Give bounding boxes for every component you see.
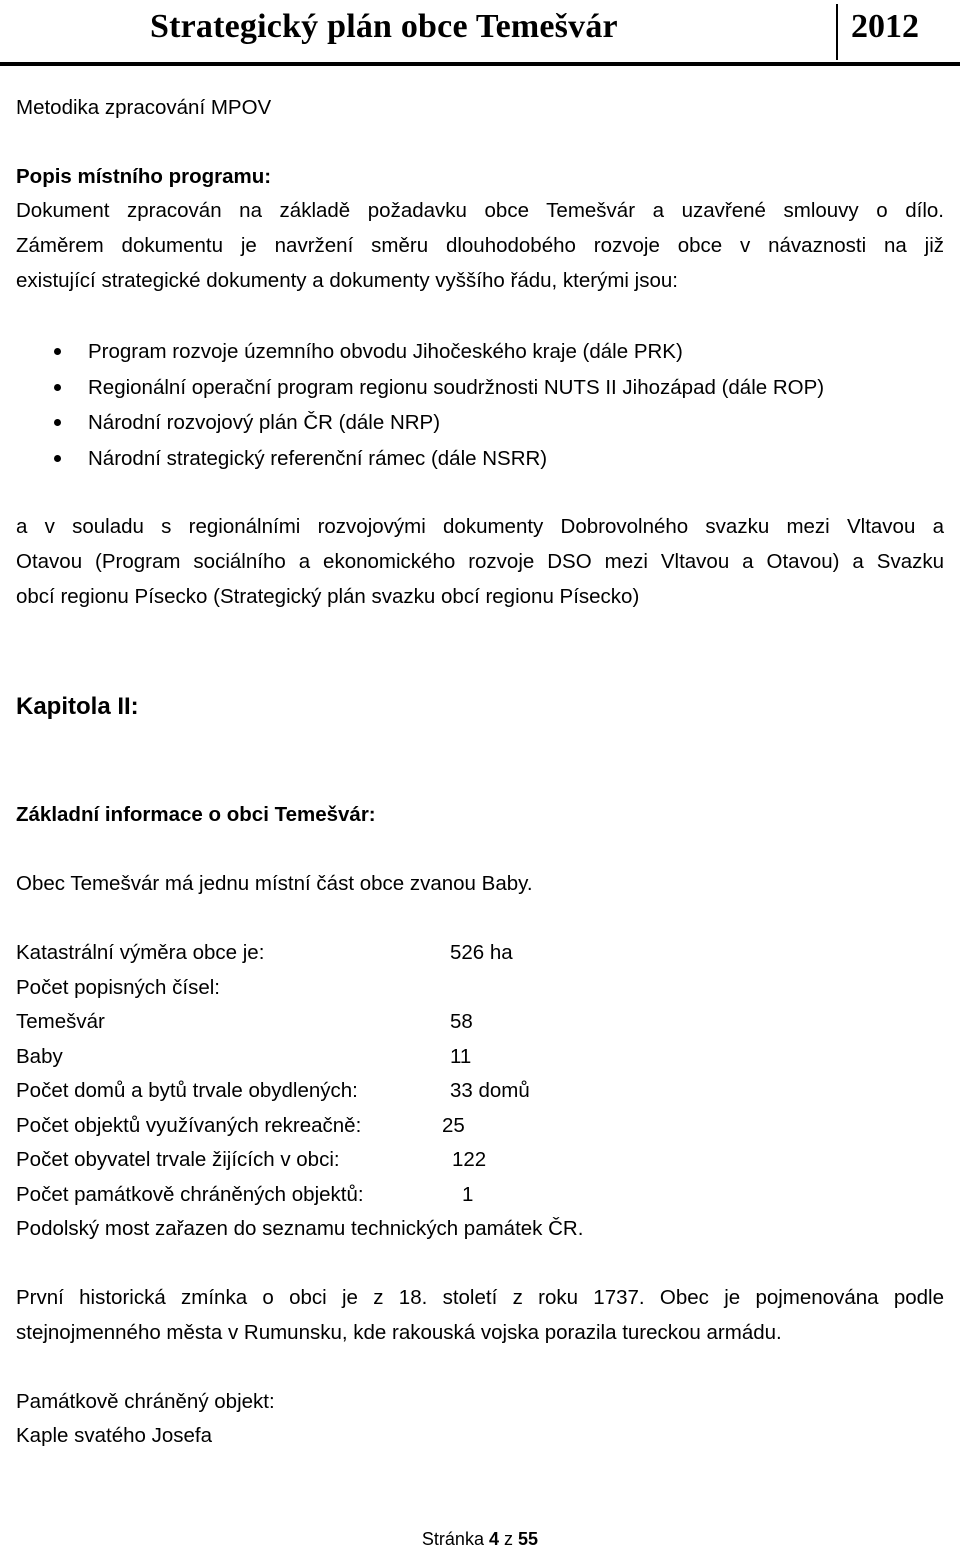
fact-value: 58 [450, 1010, 473, 1033]
list-item-text: Program rozvoje územního obvodu Jihočeského kraje (dále PRK) [88, 340, 683, 363]
list-item-text: Regionální operační program regionu soudržnosti NUTS II Jihozápad (dále ROP) [88, 375, 825, 399]
list-item [0, 405, 824, 441]
list-item [0, 334, 824, 370]
history-line-2: stejnojmenného města v Rumunsku, kde rakouská vojska porazila tureckou armádu. [16, 1321, 782, 1344]
program-para-line-3: existující strategické dokumenty a dokumenty vyššího řádu, kterými jsou: [16, 269, 678, 292]
chapter-heading: Kapitola II: [16, 693, 139, 720]
fact-value: 25 [442, 1114, 465, 1137]
fact-label: Počet památkově chráněných objektů: [16, 1183, 364, 1206]
document-title: Strategický plán obce Temešvár [150, 8, 618, 45]
fact-value: 1 [462, 1183, 474, 1206]
fact-label: Počet domů a bytů trvale obydlených: [16, 1079, 358, 1102]
bullet-icon [54, 455, 61, 462]
fact-label: Počet obyvatel trvale žijících v obci: [16, 1148, 340, 1171]
of-word: z [504, 1529, 514, 1549]
basic-info-intro: Obec Temešvár má jednu místní část obce zvanou Baby. [16, 872, 533, 895]
list-item-text: Národní strategický referenční rámec (dále NSRR) [88, 446, 548, 470]
fact-value: 526 ha [450, 941, 513, 964]
document-year: 2012 [851, 8, 919, 45]
fact-label: Počet objektů využívaných rekreačně: [16, 1114, 362, 1137]
fact-value: 122 [452, 1148, 487, 1171]
bullet-icon [54, 384, 61, 391]
bullet-icon [54, 419, 61, 426]
list-item [0, 441, 824, 477]
monument-note: Podolský most zařazen do seznamu technických památek ČR. [16, 1217, 584, 1240]
page-word: Stránka [421, 1529, 484, 1549]
strategic-documents-list [0, 334, 824, 476]
history-line-1: První historická zmínka o obci je z 18. století z roku 1737. Obec je pojmenována podle [16, 1286, 944, 1309]
list-item-text: Národní rozvojový plán ČR (dále NRP) [88, 411, 441, 434]
fact-label: Temešvár [16, 1010, 105, 1033]
program-heading: Popis místního programu: [16, 165, 272, 188]
protected-object-label: Památkově chráněný objekt: [16, 1390, 275, 1413]
page-number: 4 [488, 1529, 499, 1549]
regional-docs-line-3: obcí regionu Písecko (Strategický plán svazku obcí regionu Písecko) [16, 585, 640, 608]
fact-label: Počet popisných čísel: [16, 976, 220, 999]
fact-value: 33 domů [450, 1079, 530, 1102]
regional-docs-line-1: a v souladu s regionálními rozvojovými dokumenty Dobrovolného svazku mezi Vltavou a [16, 515, 944, 538]
bullet-icon [54, 348, 61, 355]
header-separator [836, 4, 838, 60]
methodology-line: Metodika zpracování MPOV [16, 96, 272, 119]
fact-value: 11 [450, 1045, 472, 1068]
list-item [0, 370, 824, 406]
page-footer [0, 1527, 960, 1551]
header-rule [0, 62, 960, 66]
basic-info-heading: Základní informace o obci Temešvár: [16, 803, 376, 826]
program-para-line-2: Záměrem dokumentu je navržení směru dlouhodobého rozvoje obce v návaznosti na již [16, 234, 944, 257]
protected-object-value: Kaple svatého Josefa [16, 1424, 213, 1447]
fact-label: Katastrální výměra obce je: [16, 941, 265, 964]
regional-docs-line-2: Otavou (Program sociálního a ekonomického rozvoje DSO mezi Vltavou a Otavou) a Svazku [16, 550, 944, 573]
total-pages: 55 [518, 1529, 539, 1549]
program-para-line-1: Dokument zpracován na základě požadavku obce Temešvár a uzavřené smlouvy o dílo. [16, 199, 944, 222]
page-header [0, 0, 960, 64]
fact-label: Baby [16, 1045, 63, 1068]
